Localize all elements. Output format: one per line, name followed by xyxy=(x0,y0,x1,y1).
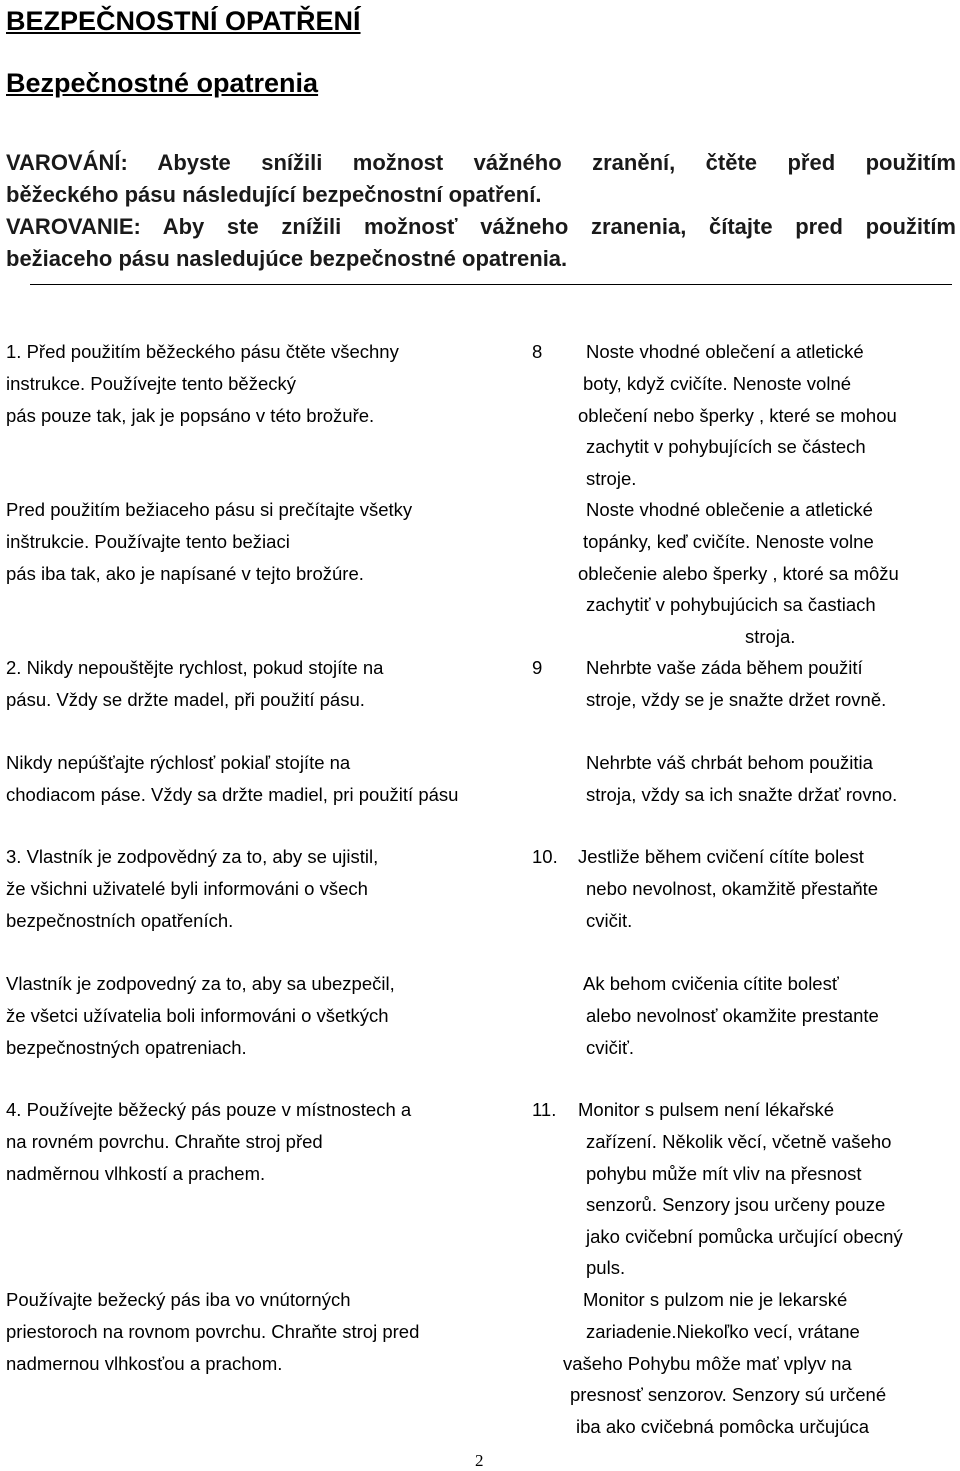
item11-sk-line: zariadenie.Niekoľko vecí, vrátane xyxy=(586,1321,860,1342)
item11-cz-line: puls. xyxy=(586,1257,626,1278)
item8-cz-line: zachytit v pohybujících se částech xyxy=(586,436,866,457)
item1-cz-line: 1. Před použitím běžeckého pásu čtěte všechny xyxy=(6,341,399,362)
item1-sk-line: pás iba tak, ako je napísané v tejto brožúre. xyxy=(6,563,364,584)
item11-number: 11. xyxy=(532,1099,557,1120)
item2-cz-line: 2. Nikdy nepouštějte rychlost, pokud stojíte na xyxy=(6,657,384,678)
warning-cz-line-1: VAROVÁNÍ: Abyste snížili možnost vážného zranění, čtěte před použitím xyxy=(6,150,956,175)
item11-sk-line: vašeho Pohybu môže mať vplyv na xyxy=(563,1353,852,1374)
item10-number: 10. xyxy=(532,846,558,867)
item1-sk-line: inštrukcie. Používajte tento bežiaci xyxy=(6,531,290,552)
item1-cz-line: pás pouze tak, jak je popsáno v této brožuře. xyxy=(6,405,375,426)
separator-rule xyxy=(30,284,952,285)
item11-sk-line: iba ako cvičebná pomôcka určujúca xyxy=(576,1416,870,1437)
item11-cz-line: senzorů. Senzory jsou určeny pouze xyxy=(586,1194,886,1215)
page-number: 2 xyxy=(475,1451,484,1470)
item1-cz-line: instrukce. Používejte tento běžecký xyxy=(6,373,296,394)
item3-sk-line: že všetci užívatelia boli informováni o všetkých xyxy=(6,1005,389,1026)
item9-sk-line: Nehrbte váš chrbát behom použitia xyxy=(586,752,873,773)
item2-sk-line: Nikdy nepúšťajte rýchlosť pokiaľ stojíte na xyxy=(6,752,351,773)
warning-sk-line-2: bežiaceho pásu nasledujúce bezpečnostné opatrenia. xyxy=(6,246,568,271)
item8-sk-line: oblečenie alebo šperky , ktoré sa môžu xyxy=(578,563,899,584)
item4-sk-line: nadmernou vlhkosťou a prachom. xyxy=(6,1353,283,1374)
warning-sk-line-1: VAROVANIE: Aby ste znížili možnosť vážneho zranenia, čítajte pred použitím xyxy=(6,214,956,239)
item3-sk-line: Vlastník je zodpovedný za to, aby sa ubezpečil, xyxy=(6,973,395,994)
item11-cz-line: jako cvičební pomůcka určující obecný xyxy=(586,1226,903,1247)
item9-cz-line: Nehrbte vaše záda během použití xyxy=(586,657,863,678)
item4-sk-line: priestoroch na rovnom povrchu. Chraňte stroj pred xyxy=(6,1321,420,1342)
item4-cz-line: 4. Používejte běžecký pás pouze v místnostech a xyxy=(6,1099,412,1120)
item8-number: 8 xyxy=(532,341,543,362)
item8-cz-line: Noste vhodné oblečení a atletické xyxy=(586,341,864,362)
item10-sk-line: Ak behom cvičenia cítite bolesť xyxy=(583,973,839,994)
item3-sk-line: bezpečnostných opatreniach. xyxy=(6,1037,247,1058)
item8-sk-line: topánky, keď cvičíte. Nenoste volne xyxy=(583,531,874,552)
title-slovak: Bezpečnostné opatrenia xyxy=(6,68,319,98)
item8-sk-line: Noste vhodné oblečenie a atletické xyxy=(586,499,873,520)
item8-cz-line: boty, když cvičíte. Nenoste volné xyxy=(583,373,852,394)
item10-sk-line: cvičiť. xyxy=(586,1037,635,1058)
item3-cz-line: že všichni uživatelé byli informováni o všech xyxy=(6,878,368,899)
item4-cz-line: na rovném povrchu. Chraňte stroj před xyxy=(6,1131,323,1152)
item8-cz-line: stroje. xyxy=(586,468,637,489)
item9-number: 9 xyxy=(532,657,543,678)
item8-cz-line: oblečení nebo šperky , které se mohou xyxy=(578,405,897,426)
item9-sk-line: stroja, vždy sa ich snažte držať rovno. xyxy=(586,784,898,805)
item3-cz-line: bezpečnostních opatřeních. xyxy=(6,910,234,931)
title-czech: BEZPEČNOSTNÍ OPATŘENÍ xyxy=(6,6,361,36)
item4-sk-line: Používajte bežecký pás iba vo vnútorných xyxy=(6,1289,351,1310)
item10-cz-line: nebo nevolnost, okamžitě přestaňte xyxy=(586,878,879,899)
item8-sk-line: zachytiť v pohybujúcich sa častiach xyxy=(586,594,876,615)
item3-cz-line: 3. Vlastník je zodpovědný za to, aby se ujistil, xyxy=(6,846,379,867)
item11-sk-line: presnosť senzorov. Senzory sú určené xyxy=(570,1384,887,1405)
warning-cz-line-2: běžeckého pásu následující bezpečnostní opatření. xyxy=(6,182,542,207)
item10-cz-line: Jestliže během cvičení cítíte bolest xyxy=(578,846,864,867)
item2-sk-line: chodiacom páse. Vždy sa držte madiel, pri použití pásu xyxy=(6,784,459,805)
item1-sk-line: Pred použitím bežiaceho pásu si prečítajte všetky xyxy=(6,499,413,520)
item10-sk-line: alebo nevolnosť okamžite prestante xyxy=(586,1005,879,1026)
item8-sk-line: stroja. xyxy=(745,626,796,647)
item10-cz-line: cvičit. xyxy=(586,910,633,931)
item2-cz-line: pásu. Vždy se držte madel, při použití pásu. xyxy=(6,689,365,710)
item9-cz-line: stroje, vždy se je snažte držet rovně. xyxy=(586,689,887,710)
item11-cz-line: Monitor s pulsem není lékařské xyxy=(578,1099,835,1120)
item4-cz-line: nadměrnou vlhkostí a prachem. xyxy=(6,1163,266,1184)
item11-cz-line: zařízení. Několik věcí, včetně vašeho xyxy=(586,1131,892,1152)
item11-cz-line: pohybu může mít vliv na přesnost xyxy=(586,1163,862,1184)
item11-sk-line: Monitor s pulzom nie je lekarské xyxy=(583,1289,848,1310)
